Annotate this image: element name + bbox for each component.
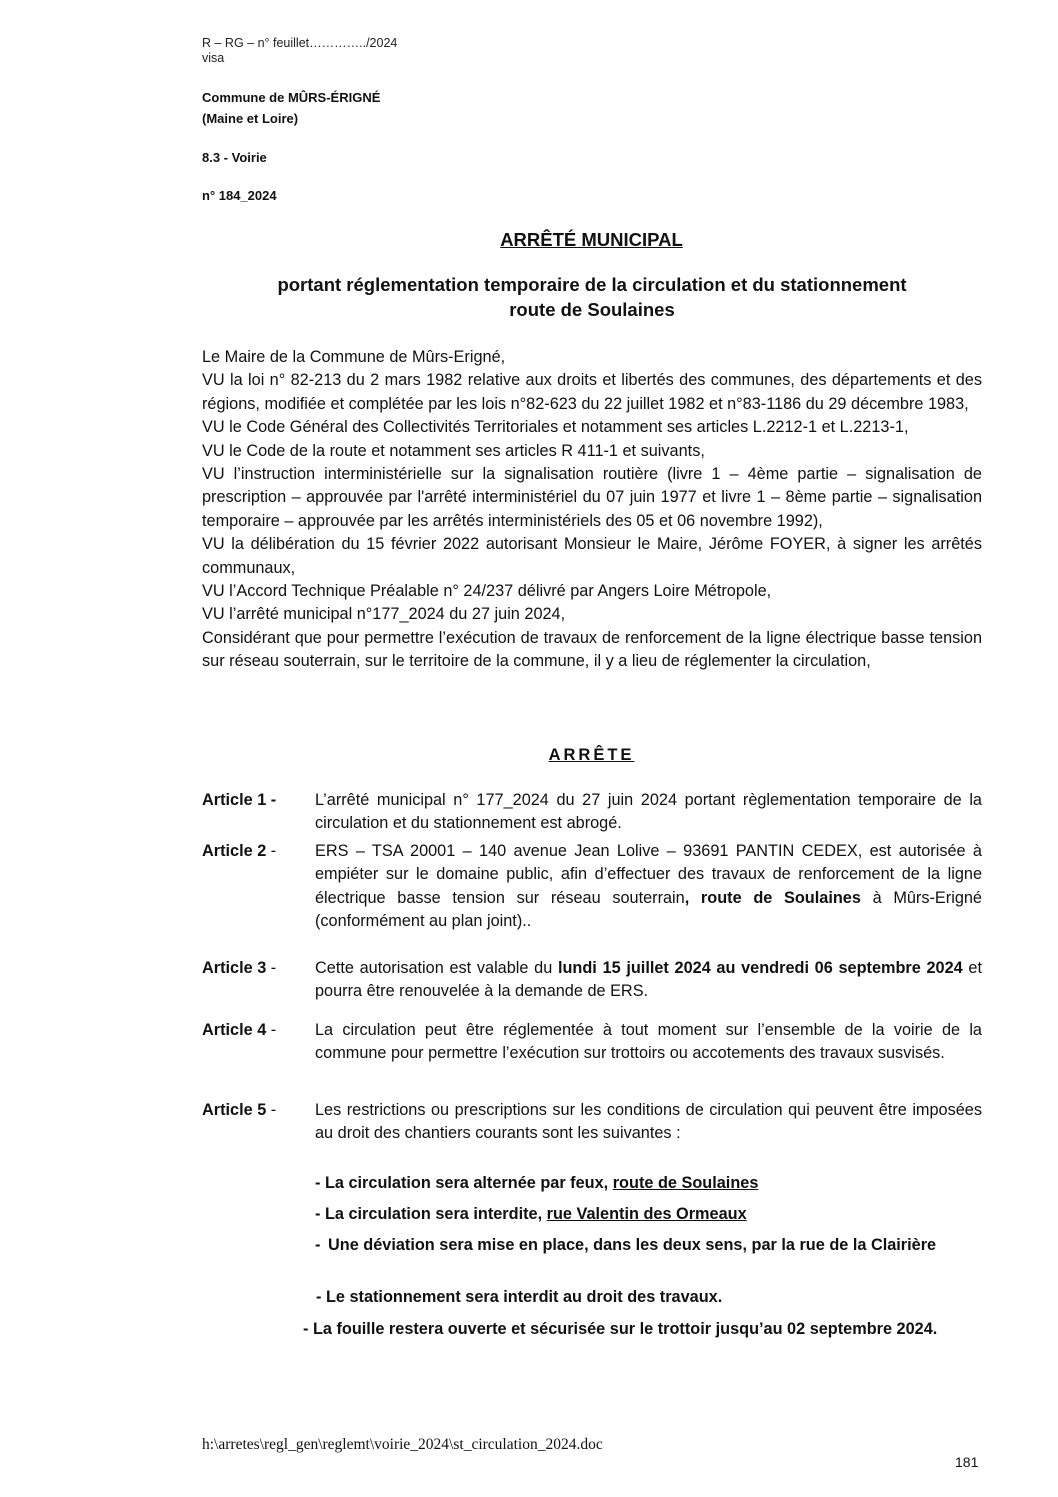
restriction-item: - La circulation sera interdite, rue Valentin des Ormeaux	[315, 1205, 747, 1223]
file-path: h:\arretes\regl_gen\reglemt\voirie_2024\st_circulation_2024.doc	[202, 1436, 603, 1453]
arrete-heading: ARRÊTE	[548, 746, 635, 764]
page-title: ARRÊTÉ MUNICIPAL	[500, 229, 683, 250]
department-name: (Maine et Loire)	[202, 111, 299, 126]
decree-number: n° 184_2024	[202, 188, 277, 203]
restriction-item: - Le stationnement sera interdit au droit des travaux.	[316, 1288, 723, 1306]
preamble-line: VU la loi n° 82-213 du 2 mars 1982 relative aux droits et libertés des communes, des départements et des régions, modifiée et complétée par les lois n°82-623 du 22 juillet 1982 et n°83-1186 du 29 décembre 1983,	[202, 371, 982, 413]
reference-line: R – RG – n° feuillet…………../2024	[202, 36, 398, 50]
preamble-line: Considérant que pour permettre l’exécution de travaux de renforcement de la ligne électrique basse tension sur réseau souterrain, sur le territoire de la commune, il y a lieu de réglementer la circulation,	[202, 628, 982, 671]
restriction-item: - La circulation sera alternée par feux, route de Soulaines	[315, 1174, 759, 1192]
visa-label: visa	[202, 51, 225, 65]
article-3-text: Cette autorisation est valable du lundi 15 juillet 2024 au vendredi 06 septembre 2024 et pourra être renouvelée à la demande de ERS.	[315, 959, 982, 1001]
subtitle-line-2: route de Soulaines	[509, 299, 675, 320]
preamble-line: VU le Code Général des Collectivités Territoriales et notamment ses articles L.2212-1 et L.2213-1,	[202, 418, 909, 437]
preamble-line: VU l’arrêté municipal n°177_2024 du 27 juin 2024,	[202, 605, 566, 624]
preamble	[202, 346, 982, 674]
restriction-item: - La fouille restera ouverte et sécurisée sur le trottoir jusqu’au 02 septembre 2024.	[303, 1320, 938, 1338]
commune-name: Commune de MÛRS-ÉRIGNÉ	[202, 90, 381, 105]
article-5-label: Article 5 -	[202, 1101, 277, 1119]
subtitle-line-1: portant réglementation temporaire de la circulation et du stationnement	[277, 274, 907, 295]
article-4-text: La circulation peut être réglementée à tout moment sur l’ensemble de la voirie de la commune pour permettre l’exécution sur trottoirs ou accotements des travaux susvisés.	[315, 1021, 982, 1063]
article-3-label: Article 3 -	[202, 959, 277, 977]
preamble-line: VU la délibération du 15 février 2022 autorisant Monsieur le Maire, Jérôme FOYER, à signer les arrêtés communaux,	[202, 535, 982, 577]
article-5-text: Les restrictions ou prescriptions sur les conditions de circulation qui peuvent être imposées au droit des chantiers courants sont les suivantes :	[315, 1101, 982, 1143]
article-2-label: Article 2 -	[202, 842, 277, 860]
article-1-label: Article 1 -	[202, 791, 277, 809]
page-number: 181	[955, 1454, 979, 1470]
preamble-line: VU le Code de la route et notamment ses articles R 411-1 et suivants,	[202, 441, 705, 460]
article-1-text: L’arrêté municipal n° 177_2024 du 27 juin 2024 portant règlementation temporaire de la circulation et du stationnement est abrogé.	[315, 791, 982, 833]
article-4-label: Article 4 -	[202, 1021, 277, 1039]
article-2-text: ERS – TSA 20001 – 140 avenue Jean Lolive – 93691 PANTIN CEDEX, est autorisée à empiéter sur le domaine public, afin d’effectuer des travaux de renforcement de la ligne électrique basse tension sur réseau souterrain, route de Soulaines à Mûrs-Erigné (conformément au plan joint)..	[315, 842, 982, 931]
category-label: 8.3 - Voirie	[202, 150, 267, 165]
preamble-line: Le Maire de la Commune de Mûrs-Erigné,	[202, 348, 506, 366]
preamble-line: VU l’Accord Technique Préalable n° 24/237 délivré par Angers Loire Métropole,	[202, 582, 772, 601]
preamble-line: VU l’instruction interministérielle sur la signalisation routière (livre 1 – 4ème partie – signalisation de prescription – approuvée par l'arrêté interministériel du 07 juin 1977 et livre 1 – 8ème partie – signalisation temporaire – approuvée par les arrêtés interministériels des 05 et 06 novembre 1992),	[202, 465, 982, 530]
restriction-item: - Une déviation sera mise en place, dans les deux sens, par la rue de la Clairière	[315, 1236, 937, 1254]
